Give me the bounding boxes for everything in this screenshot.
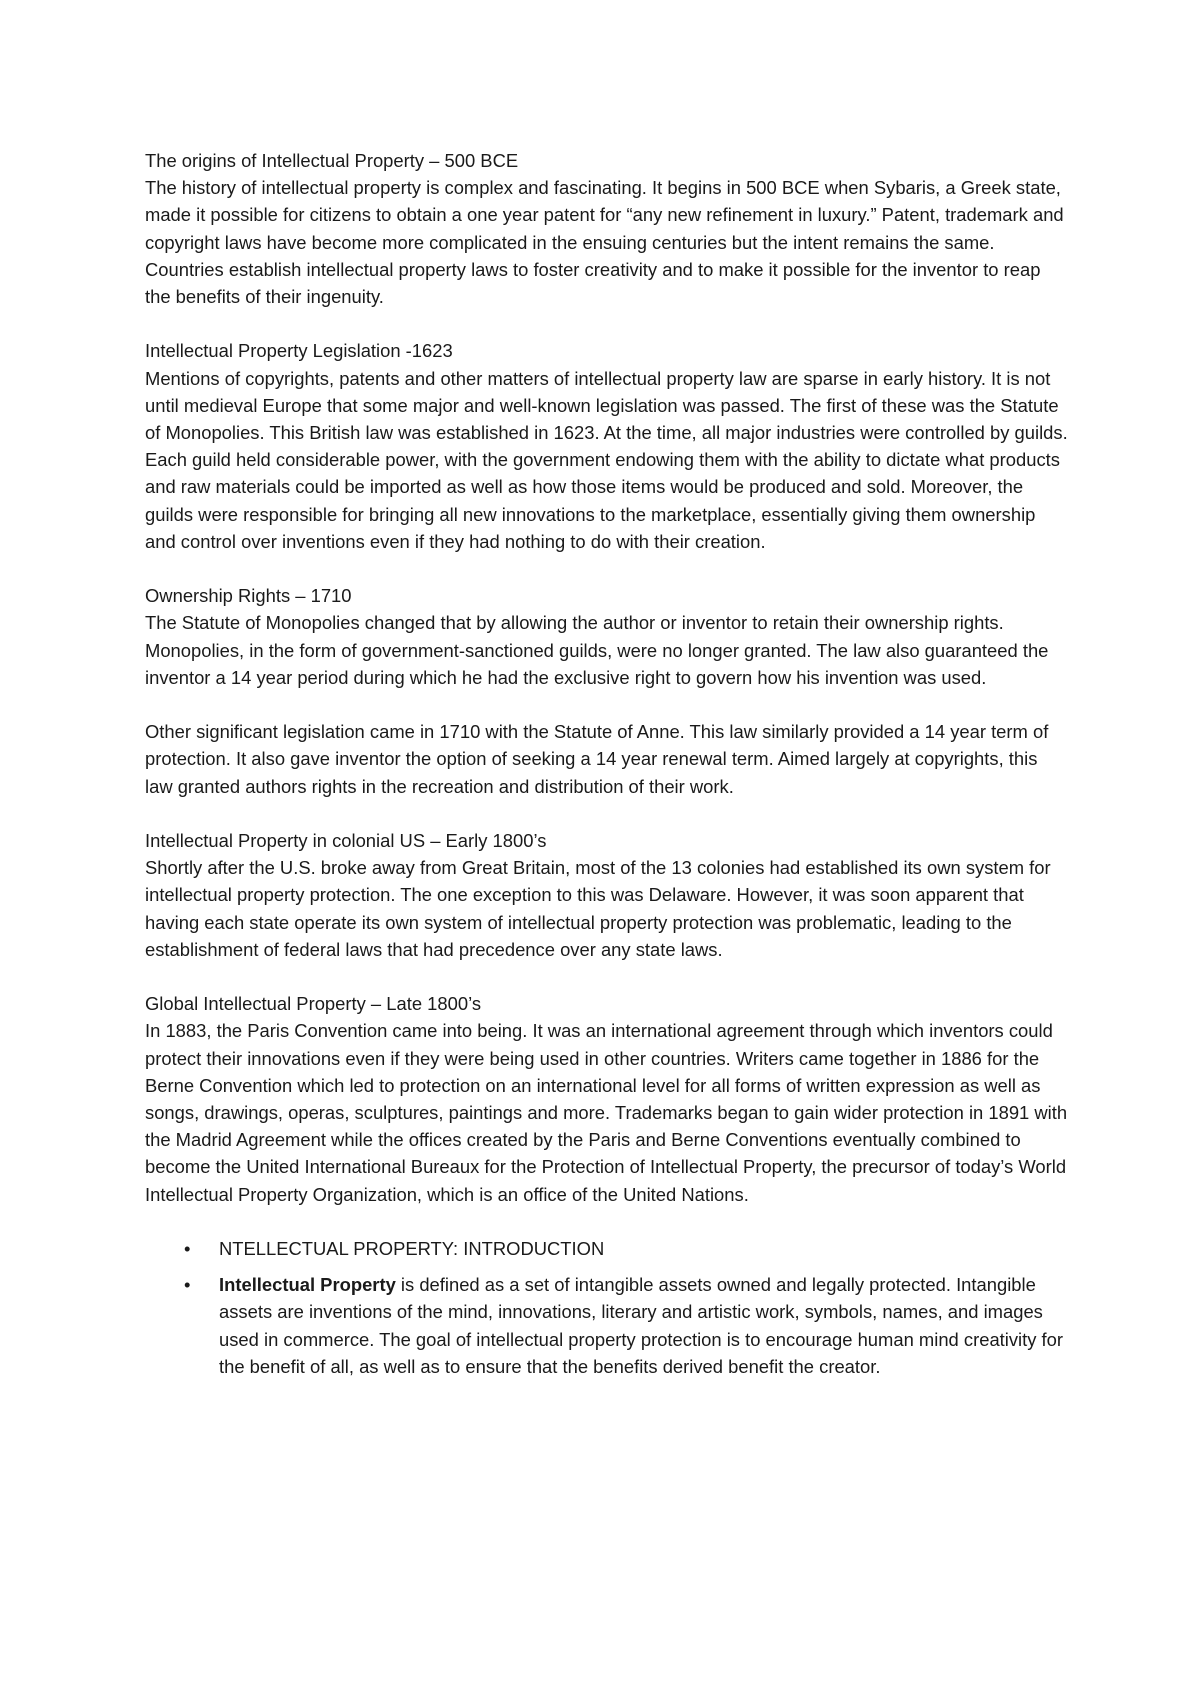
section-paragraph: The Statute of Monopolies changed that by allowing the author or inventor to retain their ownership rights. Monopolies, in the form of government-sanctioned guilds, were no longer granted. The law also guaranteed the inventor a 14 year period during which he had the exclusive right to govern how his invention was used. bbox=[145, 612, 1049, 688]
section-heading: Intellectual Property in colonial US – Early 1800’s bbox=[145, 830, 547, 852]
section-colonial-us bbox=[145, 827, 1070, 963]
bullet-marker: • bbox=[184, 1238, 191, 1260]
section-paragraph: The history of intellectual property is complex and fascinating. It begins in 500 BCE when Sybaris, a Greek state, made it possible for citizens to obtain a one year patent for “any new refinement in luxury.” Patent, trademark and copyright laws have become more complicated in the ensuing centuries but the intent remains the same. Countries establish intellectual property laws to foster creativity and to make it possible for the inventor to reap the benefits of their ingenuity. bbox=[145, 177, 1064, 308]
document-body bbox=[145, 147, 1070, 1389]
section-global-ip bbox=[145, 990, 1070, 1208]
list-item-text: NTELLECTUAL PROPERTY: INTRODUCTION bbox=[219, 1238, 605, 1260]
section-origins bbox=[145, 147, 1070, 310]
bullet-list bbox=[145, 1235, 1070, 1380]
list-item-text: is defined as a set of intangible assets owned and legally protected. Intangible assets are inventions of the mind, innovations, literary and artistic work, symbols, names, and images used in commerce. The goal of intellectual property protection is to encourage human mind creativity for the benefit of all, as well as to ensure that the benefits derived benefit the creator. bbox=[219, 1274, 1064, 1377]
section-heading: Intellectual Property Legislation -1623 bbox=[145, 340, 453, 362]
section-paragraph: In 1883, the Paris Convention came into being. It was an international agreement through which inventors could protect their innovations even if they were being used in other countries. Writers came together in 1886 for the Berne Convention which led to protection on an international level for all forms of written expression as well as songs, drawings, operas, sculptures, paintings and more. Trademarks began to gain wider protection in 1891 with the Madrid Agreement while the offices created by the Paris and Berne Conventions eventually combined to become the United International Bureaux for the Protection of Intellectual Property, the precursor of today’s World Intellectual Property Organization, which is an office of the United Nations. bbox=[145, 1020, 1068, 1205]
section-heading: Global Intellectual Property – Late 1800’s bbox=[145, 993, 482, 1015]
section-heading: The origins of Intellectual Property – 500 BCE bbox=[145, 150, 519, 171]
section-heading: Ownership Rights – 1710 bbox=[145, 585, 352, 607]
section-legislation-1623 bbox=[145, 337, 1070, 555]
list-item bbox=[145, 1271, 1070, 1380]
paragraph-statute-of-anne: Other significant legislation came in 1710 with the Statute of Anne. This law similarly provided a 14 year term of protection. It also gave inventor the option of seeking a 14 year renewal term. Aimed largely at copyrights, this law granted authors rights in the recreation and distribution of their work. bbox=[145, 721, 1049, 797]
section-ownership-rights bbox=[145, 582, 1070, 691]
section-paragraph: Shortly after the U.S. broke away from Great Britain, most of the 13 colonies had established its own system for intellectual property protection. The one exception to this was Delaware. However, it was soon apparent that having each state operate its own system of intellectual property protection was problematic, leading to the establishment of federal laws that had precedence over any state laws. bbox=[145, 857, 1051, 960]
term-bold: Intellectual Property bbox=[219, 1274, 396, 1296]
bullet-marker: • bbox=[184, 1274, 191, 1296]
section-paragraph: Mentions of copyrights, patents and other matters of intellectual property law are sparse in early history. It is not until medieval Europe that some major and well-known legislation was passed. The first of these was the Statute of Monopolies. This British law was established in 1623. At the time, all major industries were controlled by guilds. Each guild held considerable power, with the government endowing them with the ability to dictate what products and raw materials could be imported as well as how those items would be produced and sold. Moreover, the guilds were responsible for bringing all new innovations to the marketplace, essentially giving them ownership and control over inventions even if they had nothing to do with their creation. bbox=[145, 367, 1068, 552]
list-item bbox=[145, 1235, 1070, 1262]
